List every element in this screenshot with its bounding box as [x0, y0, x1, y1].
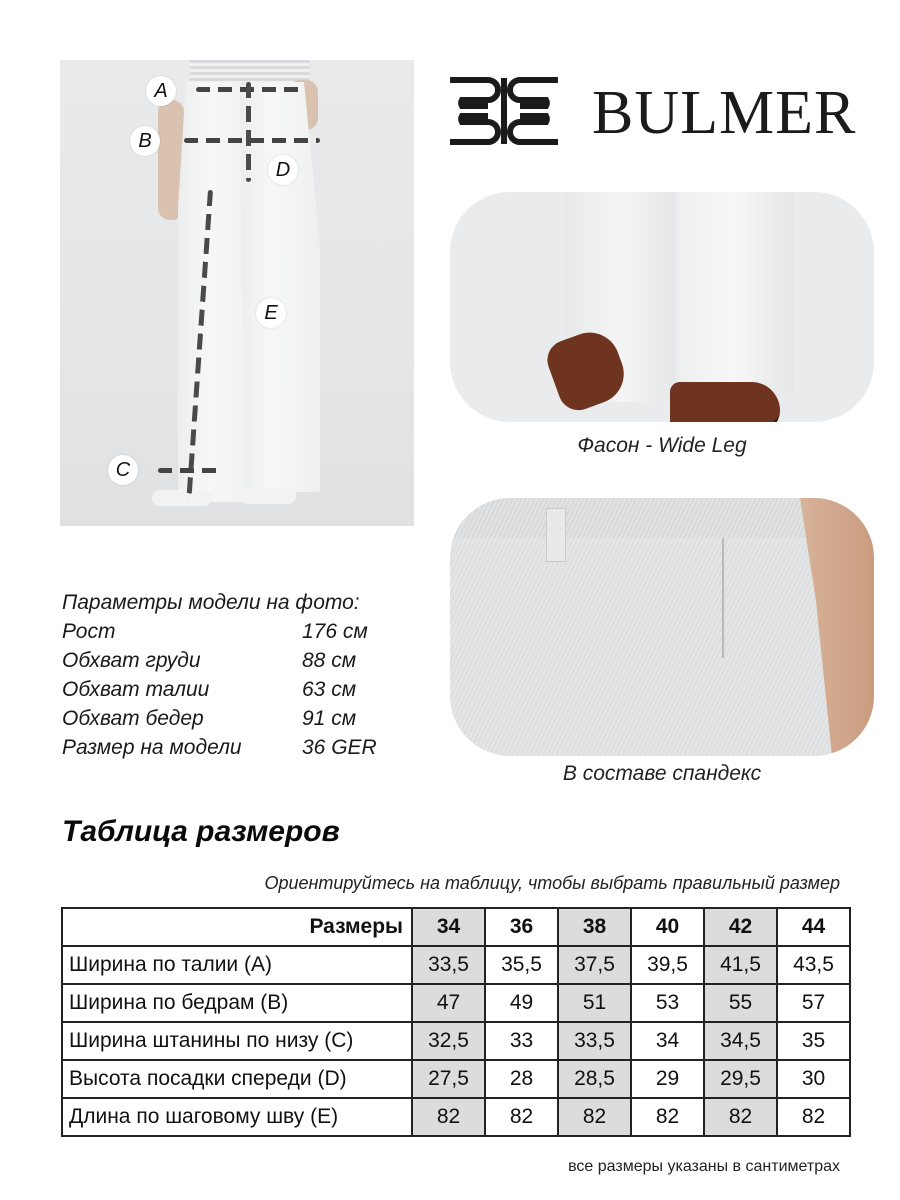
table-cell: 41,5 — [704, 946, 777, 984]
measure-line-b — [184, 138, 320, 143]
table-cell: 49 — [485, 984, 558, 1022]
param-row: Обхват груди 88 см — [62, 649, 357, 672]
table-cell: 39,5 — [631, 946, 704, 984]
brand-logo — [448, 76, 878, 146]
table-cell: 82 — [558, 1098, 631, 1136]
fabric-dart-seam — [722, 538, 724, 658]
table-row — [62, 1060, 850, 1098]
fabric-skin-area — [800, 498, 874, 756]
fabric-belt-loop — [546, 508, 566, 562]
pants-right-leg — [240, 82, 320, 492]
row-label: Высота посадки спереди (D) — [62, 1060, 412, 1098]
brand-name: BULMER — [592, 79, 857, 147]
table-cell: 33 — [485, 1022, 558, 1060]
fabric-photo — [450, 498, 874, 756]
row-label: Ширина штанины по низу (C) — [62, 1022, 412, 1060]
table-cell: 82 — [412, 1098, 485, 1136]
table-cell: 47 — [412, 984, 485, 1022]
bulmer-monogram-icon — [448, 76, 560, 146]
param-row: Рост 176 см — [62, 620, 368, 643]
table-cell: 82 — [485, 1098, 558, 1136]
table-cell: 32,5 — [412, 1022, 485, 1060]
param-row: Обхват талии 63 см — [62, 678, 357, 701]
table-row — [62, 1022, 850, 1060]
fabric-caption: В составе спандекс — [562, 762, 762, 785]
header-label: Размеры — [62, 908, 412, 946]
table-cell: 35 — [777, 1022, 850, 1060]
main-product-photo — [60, 60, 414, 526]
shoe-right — [240, 488, 296, 504]
table-cell: 34 — [631, 1022, 704, 1060]
table-cell: 28 — [485, 1060, 558, 1098]
table-cell: 43,5 — [777, 946, 850, 984]
style-caption: Фасон - Wide Leg — [577, 434, 747, 457]
marker-b: B — [130, 126, 160, 156]
measure-line-c — [158, 468, 224, 473]
table-cell: 33,5 — [412, 946, 485, 984]
size-col-44: 44 — [777, 908, 850, 946]
table-cell: 30 — [777, 1060, 850, 1098]
table-row — [62, 1098, 850, 1136]
table-row — [62, 984, 850, 1022]
shoe-right-loafer — [670, 382, 780, 422]
measure-line-a — [196, 87, 306, 92]
fabric-waistband — [450, 498, 830, 538]
table-cell: 37,5 — [558, 946, 631, 984]
row-label: Ширина по бедрам (B) — [62, 984, 412, 1022]
style-photo — [450, 192, 874, 422]
table-cell: 35,5 — [485, 946, 558, 984]
size-col-34: 34 — [412, 908, 485, 946]
model-shirt — [190, 60, 310, 82]
table-cell: 57 — [777, 984, 850, 1022]
table-cell: 82 — [631, 1098, 704, 1136]
size-table-subtitle: Ориентируйтесь на таблицу, чтобы выбрать правильный размер — [264, 873, 840, 893]
table-cell: 33,5 — [558, 1022, 631, 1060]
table-cell: 55 — [704, 984, 777, 1022]
marker-c: C — [108, 455, 138, 485]
table-header-row — [62, 908, 850, 946]
table-cell: 29 — [631, 1060, 704, 1098]
units-footnote: все размеры указаны в сантиметрах — [568, 1158, 840, 1175]
param-row: Обхват бедер 91 см — [62, 707, 357, 730]
table-cell: 82 — [777, 1098, 850, 1136]
size-col-42: 42 — [704, 908, 777, 946]
size-col-40: 40 — [631, 908, 704, 946]
measure-line-d — [246, 82, 251, 182]
marker-e: E — [256, 298, 286, 328]
model-params-heading: Параметры модели на фото: — [62, 591, 360, 614]
table-cell: 28,5 — [558, 1060, 631, 1098]
table-cell: 51 — [558, 984, 631, 1022]
param-row: Размер на модели 36 GER — [62, 736, 377, 759]
trouser-leg-right — [678, 192, 793, 392]
table-cell: 27,5 — [412, 1060, 485, 1098]
shoe-left — [152, 490, 212, 506]
table-cell: 53 — [631, 984, 704, 1022]
size-table — [61, 907, 851, 1137]
row-label: Длина по шаговому шву (E) — [62, 1098, 412, 1136]
table-row — [62, 946, 850, 984]
size-col-38: 38 — [558, 908, 631, 946]
marker-a: A — [146, 76, 176, 106]
table-cell: 82 — [704, 1098, 777, 1136]
marker-d: D — [268, 155, 298, 185]
model-parameters — [62, 588, 377, 762]
table-cell: 29,5 — [704, 1060, 777, 1098]
size-col-36: 36 — [485, 908, 558, 946]
row-label: Ширина по талии (A) — [62, 946, 412, 984]
size-table-title: Таблица размеров — [62, 815, 340, 848]
table-cell: 34,5 — [704, 1022, 777, 1060]
